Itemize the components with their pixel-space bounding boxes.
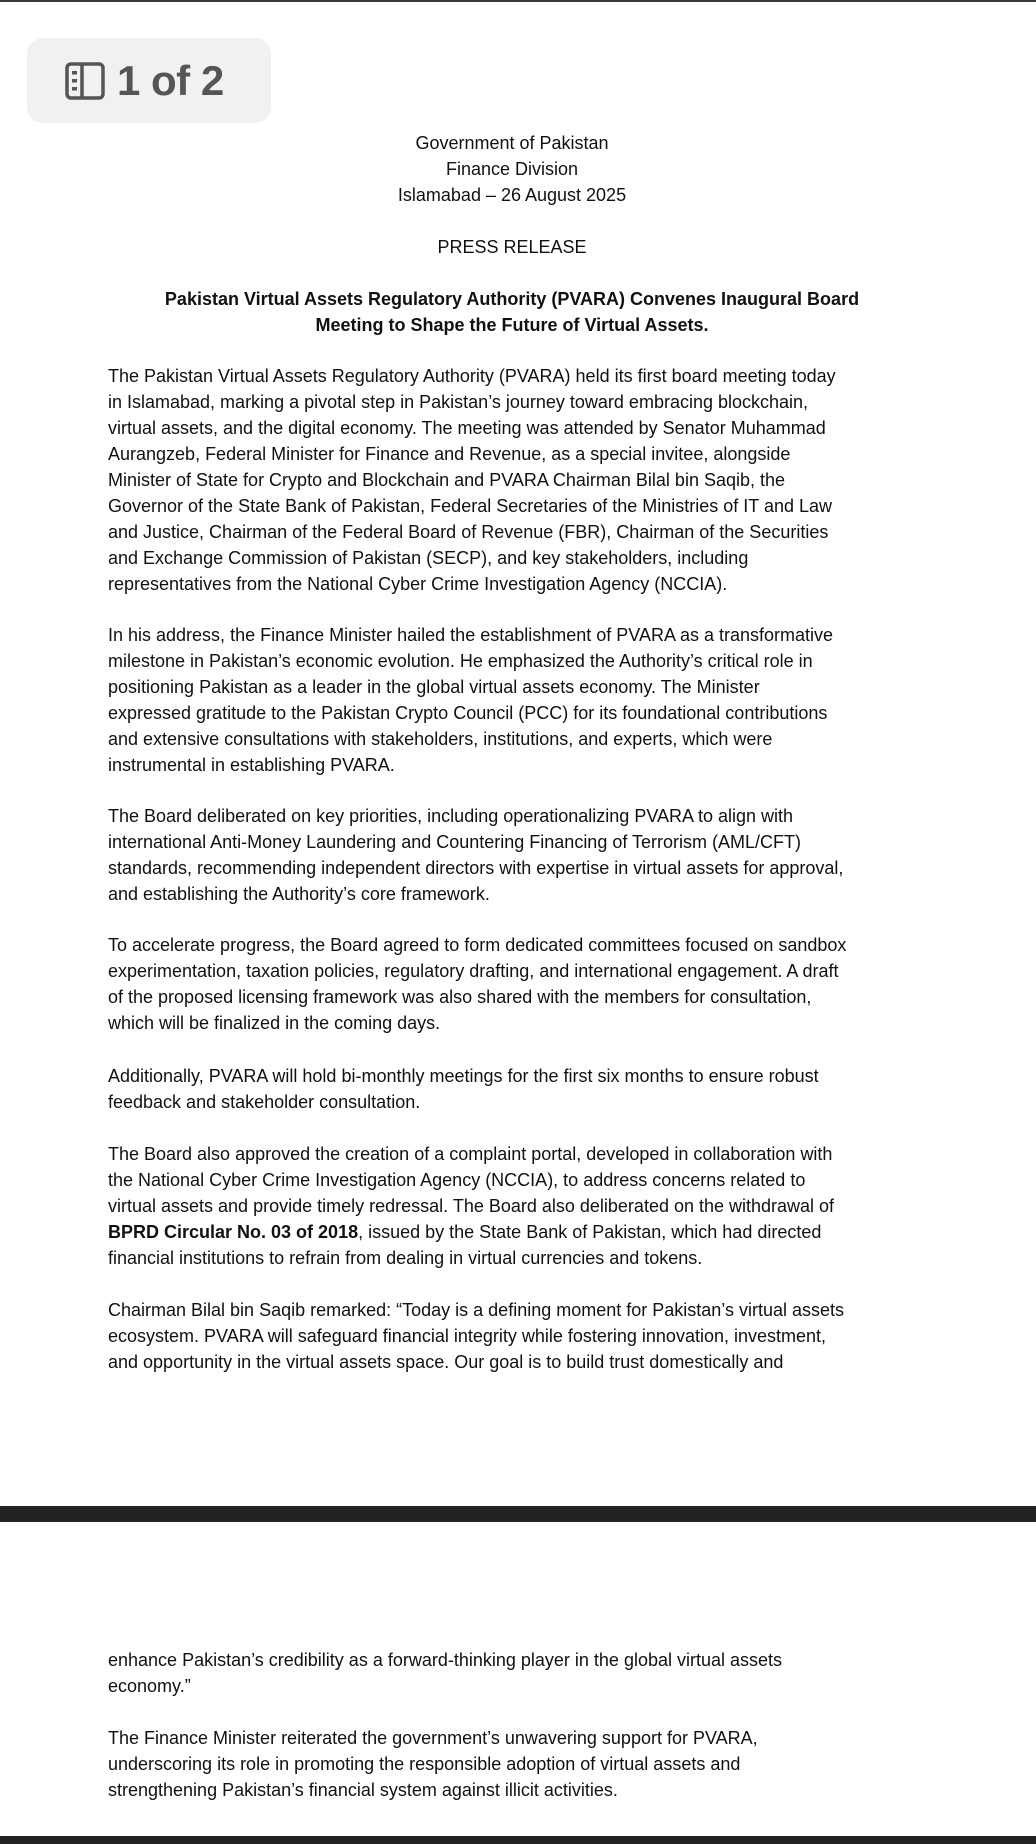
text-line: The Finance Minister reiterated the government’s unwavering support for PVARA, xyxy=(108,1728,758,1748)
text-line: Governor of the State Bank of Pakistan, Federal Secretaries of the Ministries of IT and Law xyxy=(108,496,833,516)
text-line: Chairman Bilal bin Saqib remarked: “Today is a defining moment for Pakistan’s virtual assets xyxy=(108,1300,845,1320)
text-line: virtual assets, and the digital economy. The meeting was attended by Senator Muhammad xyxy=(108,418,826,438)
text-line: which will be finalized in the coming days. xyxy=(108,1013,441,1033)
text-line: underscoring its role in promoting the responsible adoption of virtual assets and xyxy=(108,1754,741,1774)
paragraph-chairman-quote xyxy=(108,1297,918,1375)
paragraph-key-priorities xyxy=(108,803,918,907)
text-line: The Pakistan Virtual Assets Regulatory Authority (PVARA) held its first board meeting today xyxy=(108,366,836,386)
text-line: experimentation, taxation policies, regulatory drafting, and international engagement. A draft xyxy=(108,961,839,981)
text-line: expressed gratitude to the Pakistan Crypto Council (PCC) for its foundational contributions xyxy=(108,703,828,723)
circular-reference: BPRD Circular No. 03 of 2018 xyxy=(108,1222,359,1242)
letterhead-division: Finance Division xyxy=(445,159,579,179)
press-release-label: PRESS RELEASE xyxy=(437,237,587,257)
paragraph-bimonthly-meetings xyxy=(108,1063,918,1115)
page-thumbnails-icon[interactable] xyxy=(65,62,105,100)
text-line: of the proposed licensing framework was also shared with the members for consultation, xyxy=(108,987,812,1007)
text-line: and Justice, Chairman of the Federal Board of Revenue (FBR), Chairman of the Securities xyxy=(108,522,829,542)
page-indicator[interactable] xyxy=(27,38,271,123)
letterhead xyxy=(0,130,1024,208)
page-separator xyxy=(0,1506,1036,1522)
text-line: in Islamabad, marking a pivotal step in Pakistan’s journey toward embracing blockchain, xyxy=(108,392,809,412)
text-line: Additionally, PVARA will hold bi-monthly meetings for the first six months to ensure robust xyxy=(108,1066,819,1086)
text-line: virtual assets and provide timely redressal. The Board also deliberated on the withdrawal of xyxy=(108,1196,835,1216)
text-line: instrumental in establishing PVARA. xyxy=(108,755,395,775)
text-line: financial institutions to refrain from dealing in virtual currencies and tokens. xyxy=(108,1248,703,1268)
text-line: The Board also approved the creation of a complaint portal, developed in collaboration with xyxy=(108,1144,833,1164)
text-line: positioning Pakistan as a leader in the global virtual assets economy. The Minister xyxy=(108,677,760,697)
text-line: economy.” xyxy=(108,1676,191,1696)
text-line: representatives from the National Cyber Crime Investigation Agency (NCCIA). xyxy=(108,574,728,594)
headline xyxy=(110,286,914,338)
text-line: strengthening Pakistan’s financial system against illicit activities. xyxy=(108,1780,618,1800)
paragraph-minister-address xyxy=(108,622,918,778)
text-line: and establishing the Authority’s core framework. xyxy=(108,884,490,904)
text-line: international Anti-Money Laundering and Countering Financing of Terrorism (AML/CFT) xyxy=(108,832,802,852)
paragraph-quote-continued xyxy=(108,1647,918,1699)
text-line: ecosystem. PVARA will safeguard financial integrity while fostering innovation, investment, xyxy=(108,1326,827,1346)
text-line: Aurangzeb, Federal Minister for Finance and Revenue, as a special invitee, alongside xyxy=(108,444,791,464)
page-indicator-label: 1 of 2 xyxy=(117,56,224,104)
text-line: and extensive consultations with stakeholders, institutions, and experts, which were xyxy=(108,729,773,749)
letterhead-place-date: Islamabad – 26 August 2025 xyxy=(397,185,627,205)
text-line: To accelerate progress, the Board agreed to form dedicated committees focused on sandbox xyxy=(108,935,847,955)
text-line: Minister of State for Crypto and Blockchain and PVARA Chairman Bilal bin Saqib, the xyxy=(108,470,786,490)
text-line: enhance Pakistan’s credibility as a forward-thinking player in the global virtual assets xyxy=(108,1650,783,1670)
headline-line: Pakistan Virtual Assets Regulatory Authority (PVARA) Convenes Inaugural Board xyxy=(164,289,860,309)
text-line xyxy=(108,1219,918,1245)
paragraph-government-support xyxy=(108,1725,918,1803)
text-line: standards, recommending independent directors with expertise in virtual assets for approval, xyxy=(108,858,844,878)
text-line: and Exchange Commission of Pakistan (SECP), and key stakeholders, including xyxy=(108,548,749,568)
paragraph-complaint-portal xyxy=(108,1141,918,1271)
text-line: In his address, the Finance Minister hailed the establishment of PVARA as a transformative xyxy=(108,625,834,645)
text-line: feedback and stakeholder consultation. xyxy=(108,1092,421,1112)
text-line: the National Cyber Crime Investigation Agency (NCCIA), to address concerns related to xyxy=(108,1170,806,1190)
headline-line: Meeting to Shape the Future of Virtual Assets. xyxy=(315,315,709,335)
text-line: The Board deliberated on key priorities, including operationalizing PVARA to align with xyxy=(108,806,794,826)
paragraph-committees xyxy=(108,932,918,1036)
top-divider xyxy=(0,0,1036,2)
text-line: and opportunity in the virtual assets space. Our goal is to build trust domestically and xyxy=(108,1352,784,1372)
text-line: milestone in Pakistan’s economic evolution. He emphasized the Authority’s critical role in xyxy=(108,651,813,671)
bottom-divider xyxy=(0,1836,1036,1844)
text-fragment: , issued by the State Bank of Pakistan, which had directed xyxy=(358,1222,822,1242)
letterhead-government: Government of Pakistan xyxy=(415,133,609,153)
paragraph-board-meeting xyxy=(108,363,918,597)
